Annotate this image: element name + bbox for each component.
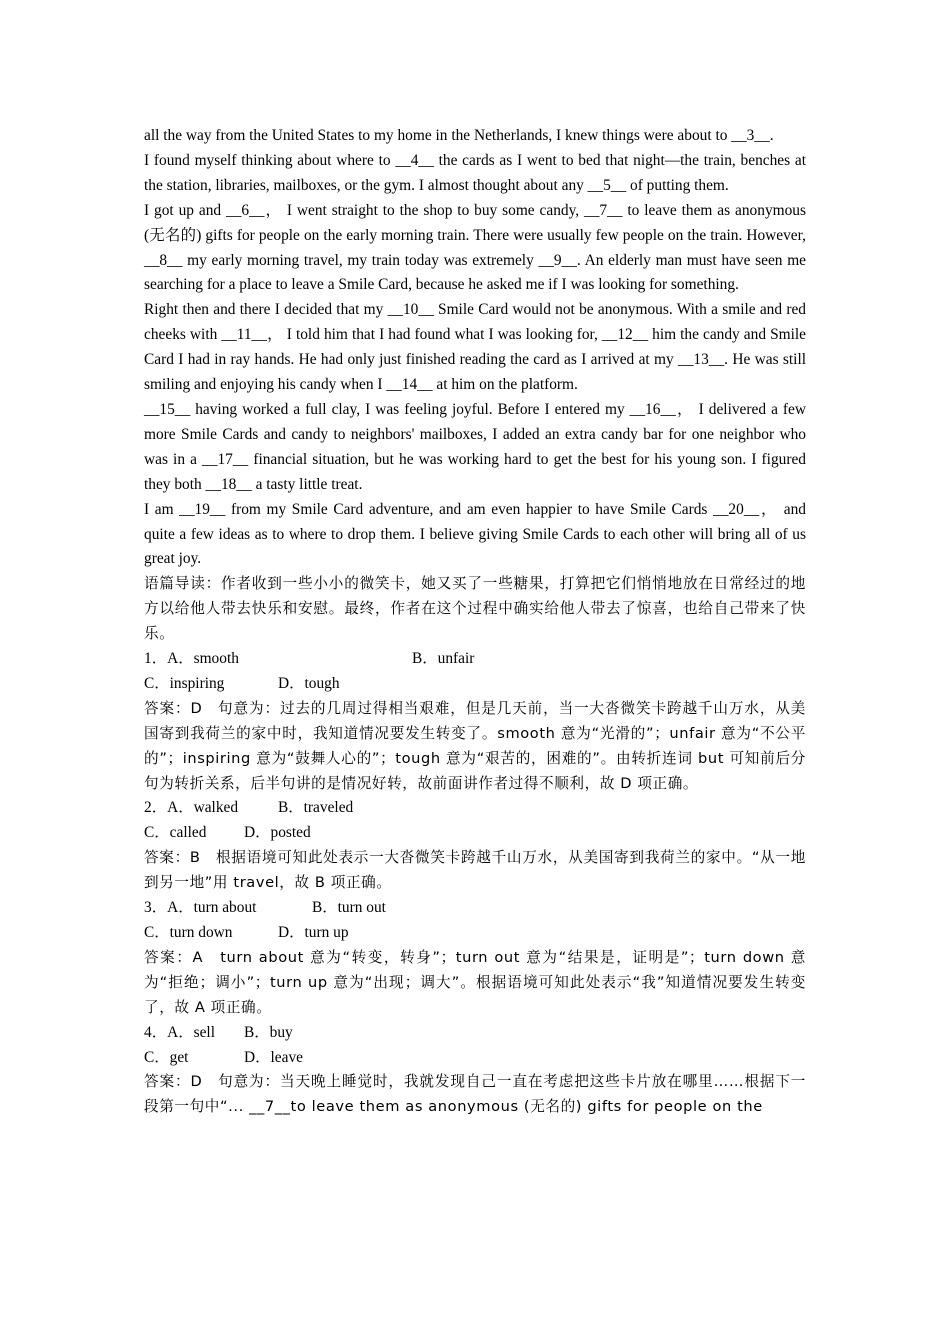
question-4-options-row-1 bbox=[144, 1021, 806, 1046]
passage-guide: 语篇导读：作者收到一些小小的微笑卡，她又买了一些糖果，打算把它们悄悄地放在日常经过的地方以给他人带去快乐和安慰。最终，作者在这个过程中确实给他人带去了惊喜，也给自己带来了快乐。 bbox=[144, 575, 806, 643]
option-2-a: 2．A．walked bbox=[144, 799, 239, 817]
option-2-d: D．posted bbox=[244, 824, 311, 842]
document-page bbox=[144, 124, 806, 1120]
passage-paragraph-2: I found myself thinking about where to __4__ the cards as I went to bed that night—the train, benches at the station, libraries, mailboxes, or the gym. I almost thought about any __5__ of putting them. bbox=[144, 151, 806, 194]
question-1 bbox=[144, 647, 806, 796]
option-3-a: 3．A．turn about bbox=[144, 899, 257, 917]
question-4-options-row-2 bbox=[144, 1046, 806, 1071]
question-1-options-row-1 bbox=[144, 647, 806, 672]
question-4 bbox=[144, 1021, 806, 1121]
option-3-b: B．turn out bbox=[312, 899, 386, 917]
option-2-b: B．traveled bbox=[278, 799, 354, 817]
answer-4: 答案：D 句意为：当天晚上睡觉时，我就发现自己一直在考虑把这些卡片放在哪里……根据下一段第一句中“... __7__to leave them as anonymous (无名的) gifts for people on the bbox=[144, 1073, 806, 1116]
question-3-options-row-1 bbox=[144, 896, 806, 921]
question-2 bbox=[144, 796, 806, 896]
passage-paragraph-4: Right then and there I decided that my __10__ Smile Card would not be anonymous. With a smile and red cheeks with __11__， I told him that I had found what I was looking for, __12__ him the candy and Smile Card I had in ray hands. He had only just finished reading the card as I arrived at my __13__. He was still smiling and enjoying his candy when I __14__ at him on the platform. bbox=[144, 301, 806, 394]
passage-paragraph-6: I am __19__ from my Smile Card adventure, and am even happier to have Smile Cards __20__， and quite a few ideas as to where to drop them. I believe giving Smile Cards to each other will bring all of us great joy. bbox=[144, 500, 806, 568]
option-2-c: C．called bbox=[144, 824, 207, 842]
question-1-options-row-2 bbox=[144, 672, 806, 697]
question-3-options-row-2 bbox=[144, 921, 806, 946]
option-4-b: B．buy bbox=[244, 1023, 293, 1041]
option-3-d: D．turn up bbox=[278, 924, 349, 941]
option-4-a: 4．A．sell bbox=[144, 1023, 215, 1041]
answer-1: 答案：D 句意为：过去的几周过得相当艰难，但是几天前，当一大沓微笑卡跨越千山万水，从美国寄到我荷兰的家中时，我知道情况要发生转变了。smooth 意为“光滑的”；unfair 意为“不公平的”；inspiring 意为“鼓舞人心的”；tough 意为“艰苦的，困难的”。由转折连词 but 可知前后分句为转折关系，后半句讲的是情况好转，故前面讲作者过得不顺利，故 D 项正确。 bbox=[144, 699, 806, 792]
option-1-a: 1．A．smooth bbox=[144, 650, 239, 668]
question-2-options-row-1 bbox=[144, 796, 806, 821]
question-3 bbox=[144, 896, 806, 1021]
answer-2: 答案：B 根据语境可知此处表示一大沓微笑卡跨越千山万水，从美国寄到我荷兰的家中。“从一地到另一地”用 travel，故 B 项正确。 bbox=[144, 849, 806, 892]
answer-3: 答案：A turn about 意为“转变，转身”；turn out 意为“结果是，证明是”；turn down 意为“拒绝；调小”；turn up 意为“出现；调大”。根据语境可知此处表示“我”知道情况要发生转变了，故 A 项正确。 bbox=[144, 948, 806, 1016]
passage-paragraph-5: __15__ having worked a full clay, I was feeling joyful. Before I entered my __16__， I delivered a few more Smile Cards and candy to neighbors' mailboxes, I added an extra candy bar for one neighbor who was in a __17__ financial situation, but he was working hard to get the best for his young son. I figured they both __18__ a tasty little treat. bbox=[144, 400, 806, 493]
question-2-options-row-2 bbox=[144, 821, 806, 846]
option-4-c: C．get bbox=[144, 1048, 189, 1066]
option-1-c: C．inspiring bbox=[144, 674, 225, 692]
passage-paragraph-1: all the way from the United States to my home in the Netherlands, I knew things were about to __3__. bbox=[144, 127, 774, 144]
passage-paragraph-3: I got up and __6__， I went straight to the shop to buy some candy, __7__ to leave them as anonymous (无名的) gifts for people on the early morning train. There were usually few people on the train. However, __8__ my early morning travel, my train today was extremely __9__. An elderly man must have seen me searching for a place to leave a Smile Card, because he asked me if I was looking for something. bbox=[144, 201, 806, 294]
option-1-b: B．unfair bbox=[412, 650, 475, 668]
option-4-d: D．leave bbox=[244, 1048, 303, 1066]
option-1-d: D．tough bbox=[278, 674, 340, 692]
option-3-c: C．turn down bbox=[144, 924, 233, 941]
